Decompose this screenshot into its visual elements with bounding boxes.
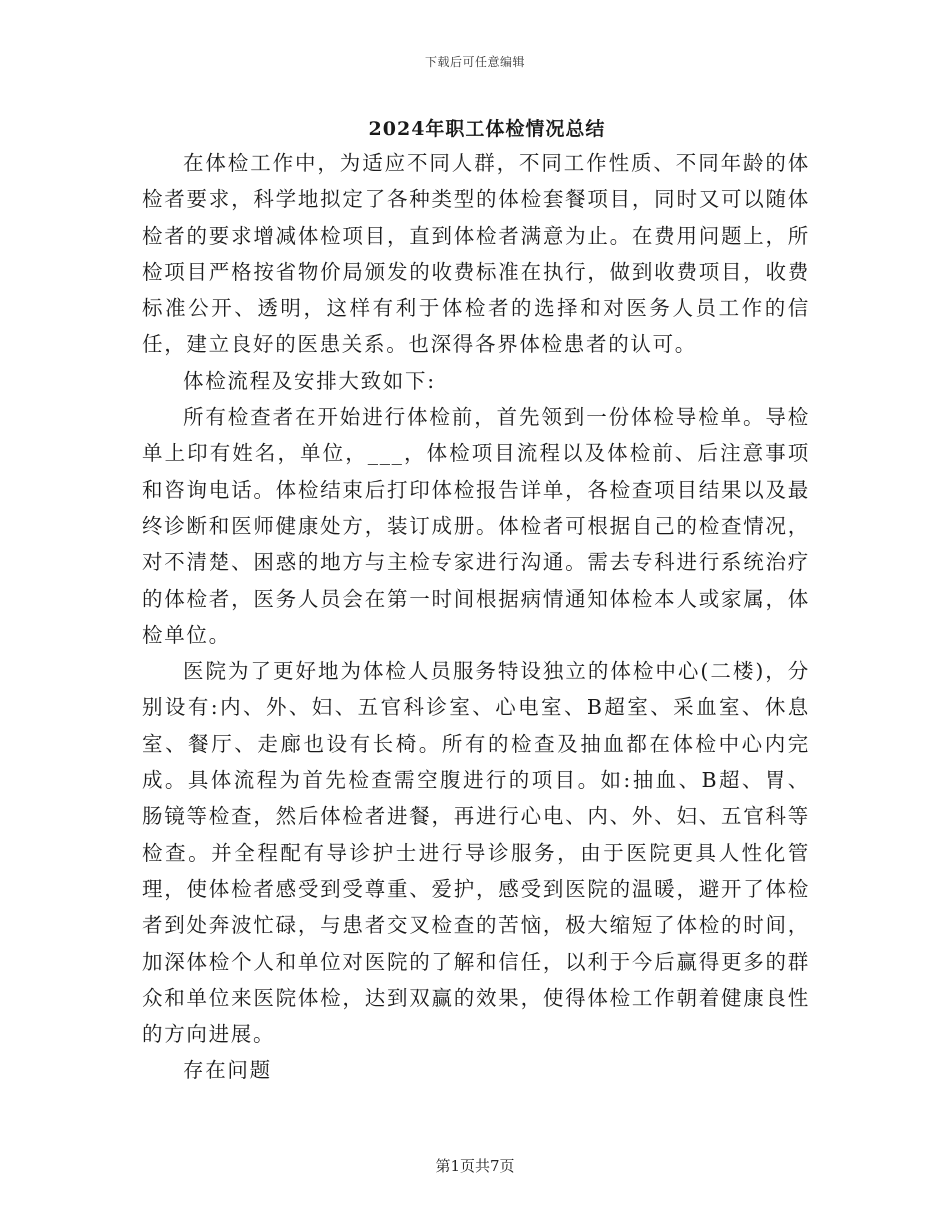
page-indicator: 第1页共7页 <box>435 1157 515 1175</box>
document-body <box>142 145 810 1089</box>
paragraph-process-heading: 体检流程及安排大致如下: <box>183 368 436 393</box>
document-title: 2024年职工体检情况总结 <box>368 118 606 140</box>
header-note: 下载后可任意编辑 <box>424 55 525 69</box>
paragraph-guide-sheet: 所有检查者在开始进行体检前，首先领到一份体检导检单。导检单上印有姓名，单位，___，体检项目流程以及体检前、后注意事项和咨询电话。体检结束后打印体检报告详单，各检查项目结果以及最终诊断和医师健康处方，装订成册。体检者可根据自己的检查情况，对不清楚、困惑的地方与主检专家进行沟通。需去专科进行系统治疗的体检者，医务人员会在第一时间根据病情通知体检本人或家属，体检单位。 <box>142 405 810 647</box>
paragraph-exam-center: 医院为了更好地为体检人员服务特设独立的体检中心(二楼)，分别设有:内、外、妇、五官科诊室、心电室、B超室、采血室、休息室、餐厅、走廊也设有长椅。所有的检查及抽血都在体检中心内完成。具体流程为首先检查需空腹进行的项目。如:抽血、B超、胃、肠镜等检查，然后体检者进餐，再进行心电、内、外、妇、五官科等检查。并全程配有导诊护士进行导诊服务，由于医院更具人性化管理，使体检者感受到受尊重、爱护，感受到医院的温暖，避开了体检者到处奔波忙碌，与患者交叉检查的苦恼，极大缩短了体检的时间，加深体检个人和单位对医院的了解和信任，以利于今后赢得更多的群众和单位来医院体检，达到双赢的效果，使得体检工作朝着健康良性的方向进展。 <box>142 659 810 1047</box>
paragraph-problems-heading: 存在问题 <box>183 1058 272 1083</box>
paragraph-intro: 在体检工作中，为适应不同人群，不同工作性质、不同年龄的体检者要求，科学地拟定了各种类型的体检套餐项目，同时又可以随体检者的要求增减体检项目，直到体检者满意为止。在费用问题上，所检项目严格按省物价局颁发的收费标准在执行，做到收费项目，收费标准公开、透明，这样有利于体检者的选择和对医务人员工作的信任，建立良好的医患关系。也深得各界体检患者的认可。 <box>142 151 810 357</box>
